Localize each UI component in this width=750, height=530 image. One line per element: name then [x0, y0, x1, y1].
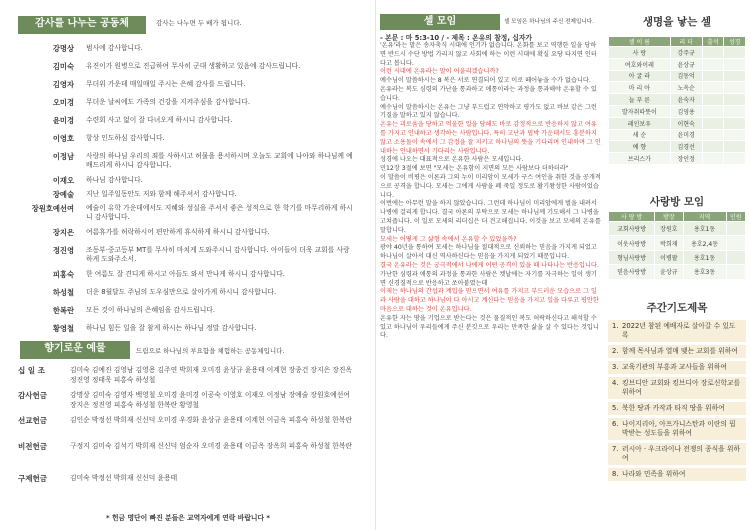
cell-paragraph: 온유는 괴로움을 당하고 억울한 일을 당해도 바로 감정적으로 반응하지 않고 여유를 가지고 인내하고 생각하는 사람입니다. 특히 고난과 핍박 가운데서도 흥분하지 않고 소용돌이 속에서 그 감정을 잘 지키고 하나님의 뜻을 기다리며 인내하며 그 인내하는 인내하면서 기다리는 사람입니다. — [380, 121, 601, 155]
cell-paragraph: 민12장 3절에 보면 "모세는 온유함이 지면의 모든 사람보다 더하더라" — [380, 165, 569, 173]
thanks-name: 이영호 — [52, 134, 74, 143]
table-header-cell: 성경 — [724, 37, 746, 47]
cell-paragraph: 이번에는 아무런 말을 하지 않았습니다. 그런데 하나님이 미리암에게 벌을 내려서 나병에 걸리게 합니다. 결국 아론의 부탁으로 모세는 하나님께 기도해서 그 나병을 고쳐줍니다. 이 일로 모세의 리더십은 더 견고해집니다. 이것을 보고 모세의 온유를 말합니다. — [380, 200, 601, 234]
table-cell: 윤상규 — [655, 265, 683, 279]
cell-paragraph: 결국 온유라는 것은 궁극적에서 나에게 어떤 공격이 있을 때 나타나는 반응입니다. — [380, 261, 599, 269]
offering-names: 구정지 김미숙 김석기 박희재 신신덕 엄순자 오미경 윤용태 이금옥 장옥희 피홍숙 하성철 한복란 — [70, 442, 352, 450]
thanks-text: 예술이 유학 가운데에서도 지혜와 성실을 주셔서 좋은 성적으로 한 학기를 마무리하게 하시니 감사합니다. — [86, 204, 353, 221]
prayer-text: 나이지리아, 아프가니스탄과 이란의 핍박받는 성도들을 위하여 — [622, 420, 736, 437]
life-cell-row — [609, 70, 746, 82]
thanks-name: 장원호예선여 — [31, 204, 74, 213]
table-cell — [702, 70, 724, 82]
life-cell-row — [609, 58, 746, 70]
thanks-name: 황영철 — [52, 324, 74, 333]
table-cell — [702, 117, 724, 129]
sarang-row — [609, 265, 746, 279]
table-cell: 교회사랑방 — [609, 222, 655, 236]
prayer-item — [608, 345, 746, 358]
prayer-number: 2. — [612, 347, 619, 355]
table-cell: 발자취따뜻이 — [609, 105, 671, 117]
cell-paragraph: 이제는 하나님의 간섭과 계입을 믿으면서 여유를 가지고 부드러운 모습으로 그 일과 사람을 대하고 하나님이 다 아시고 계신다는 믿음을 가지고 일을 다루고 평안한 마음으로 대하는 것이 온유입니다. — [380, 288, 599, 313]
table-cell: 김영용 — [670, 105, 702, 117]
table-header-cell: 사 랑 방 — [609, 212, 655, 222]
prayer-item — [608, 402, 746, 415]
table-cell — [702, 141, 724, 153]
thanks-text: 조동부·중고등부 MT를 무사히 마치게 도와주시니 감사합니다. 아이들이 더욱 교회를 사랑하게 도와주소서. — [86, 246, 350, 263]
prayer-text: 러시아 · 우크라이나 전쟁의 종식을 위하여 — [622, 445, 741, 462]
table-cell: 마 리 아 — [609, 82, 671, 94]
sarang-row — [609, 250, 746, 264]
cell-paragraph: 성경에 나오는 대표적으로 온유한 사람은 모세입니다. — [380, 156, 524, 164]
prayer-number: 6. — [612, 420, 619, 428]
thanks-name: 장예술 — [52, 190, 74, 199]
cell-paragraph: '온유'라는 말은 송자축식 시대에 인기가 없습니다. 온화를 보고 역행한 일을 당하면 반드시 수단 방법 가리지 않고 사회에 하는 이런 시대에 확실 요당 타지면 인터다고 봅니다. — [380, 42, 597, 67]
offering-label: 구제헌금 — [18, 474, 47, 483]
prayer-title: 주간기도제목 — [646, 302, 708, 314]
prayer-number: 1. — [612, 322, 619, 330]
table-cell: 예 향 — [609, 141, 671, 153]
table-cell: 브리스가 — [609, 153, 671, 165]
thanks-text: 한 여름도 잘 견디게 하시고 아들도 와서 만나게 하시니 감사합니다. — [86, 270, 285, 278]
thanks-subtitle: 감사는 나누면 두 배가 됩니다. — [156, 19, 242, 27]
cell-paragraph: 모세는 어떻게 그 삶형 속에서 온유할 수 있었을까? — [380, 235, 517, 243]
table-cell — [724, 129, 746, 141]
thanks-text: 더운 8월달도 주님의 도우심만으로 살아가게 하시니 감사합니다. — [86, 288, 277, 296]
table-cell: 이현숙 — [670, 117, 702, 129]
cell-paragraph: 온유한 자는 땅을 기업으로 받는다는 것은 물질적인 복도 허락하신다고 해석할 수 있고 하나님이 우리들에게 주신 분깃으로 우리는 만족한 삶을 살 수 있다는 것입니다. — [380, 314, 599, 340]
prayer-number: 3. — [612, 363, 619, 371]
life-cell-row — [609, 82, 746, 94]
table-cell: 박희재 — [655, 236, 683, 250]
thanks-name: 이재오 — [52, 176, 74, 185]
column-divider — [375, 0, 376, 530]
table-cell: 용호3동 — [683, 265, 726, 279]
table-cell — [724, 153, 746, 165]
table-cell — [702, 47, 724, 59]
thanks-text: 유진이가 원병으로 진급하여 무사히 군대 생활하고 있음에 감사드립니다. — [86, 62, 301, 70]
offering-subtitle: 드림으로 하나님의 부요함을 체험하는 공동체입니다. — [136, 347, 285, 355]
table-cell — [726, 250, 745, 264]
table-cell — [726, 236, 745, 250]
cell-paragraph: 예수님이 말씀하시는 8 복은 서로 연결되어 있고 이로 떼어놓을 수가 없습니다. — [380, 77, 591, 85]
cell-paragraph: 가난한 심령과 애통의 과정을 통과한 사람은 켓날에는 자기를 자극하는 일이 생기면 신경질적으로 반응하고 쏘아붙였는데 — [380, 270, 597, 287]
prayer-number: 4. — [612, 379, 619, 387]
life-cell-row — [609, 105, 746, 117]
table-cell: 윤숙자 — [670, 94, 702, 106]
cell-paragraph: 예수님이 말씀하시는 온유는 그냥 부드럽고 연약하고 평가도 없고 바보 같은 그런 기질을 말하고 있지 않습니다. — [380, 103, 597, 120]
offering-names: 김인순 박정선 박희재 신신덕 오미경 우경화 윤상규 윤용태 이계현 이금옥 피홍숙 하성철 한복란 — [70, 416, 352, 424]
sarang-row — [609, 222, 746, 236]
table-cell — [726, 222, 745, 236]
prayer-text: 2022년 참된 예배자로 살아갈 수 있도록 — [622, 322, 736, 339]
table-cell: 여호와이레 — [609, 58, 671, 70]
sarang-table — [608, 211, 746, 280]
table-cell: 윤미경 — [670, 129, 702, 141]
life-cell-row — [609, 141, 746, 153]
cell-body — [380, 42, 602, 341]
offering-names: 강명상 김미숙 김영자 백영철 오미경 윤미경 이공숙 이영호 이재오 이정남 장예술 장원호예선여 장지은 정진영 피홍숙 하성철 한복란 황영철 — [70, 391, 350, 409]
thanks-text: 무더위 가운데 매일매일 주시는 은혜 감사를 드립니다. — [86, 80, 246, 88]
table-cell: 늘 푸 른 — [609, 94, 671, 106]
table-cell: 장인정 — [670, 153, 702, 165]
table-cell: 믿음사랑방 — [609, 265, 655, 279]
prayer-item — [608, 468, 746, 481]
prayer-item — [608, 361, 746, 374]
table-cell: 새 순 — [609, 129, 671, 141]
prayer-number: 5. — [612, 404, 619, 412]
offering-note: * 헌금 명단이 빠진 분들은 교역자에게 연락 바랍니다 * — [106, 514, 270, 522]
cell-paragraph: 이런 시대에 온유라는 말이 어울리겠습니까? — [380, 68, 499, 76]
table-cell — [724, 58, 746, 70]
thanks-name: 한복란 — [52, 306, 74, 315]
prayer-item — [608, 320, 746, 342]
life-cell-table — [608, 36, 746, 165]
prayer-text: 나라와 민족을 위하여 — [622, 470, 686, 478]
prayer-number: 7. — [612, 445, 619, 453]
thanks-name: 정진영 — [52, 246, 74, 255]
table-cell — [724, 94, 746, 106]
sarang-title: 사랑방 모임 — [649, 196, 705, 208]
thanks-text: 지난 일주일동안도 저와 함께 해주셔서 감사합니다. — [86, 190, 237, 198]
table-cell: 사 랑 — [609, 47, 671, 59]
prayer-number: 8. — [612, 470, 619, 478]
table-cell: 윤상규 — [670, 58, 702, 70]
prayer-text: 북한 땅과 카작과 타직 땅을 위하여 — [622, 404, 725, 412]
thanks-text: 모든 것이 하나님의 은혜임을 감사드립니다. — [86, 306, 215, 314]
thanks-name: 강명상 — [52, 44, 74, 53]
offering-label: 선교헌금 — [18, 416, 47, 425]
cell-passage: - 본문 : 마 5:3-10 / - 제목 : 온유의 참정, 십자가 — [380, 34, 532, 42]
thanks-name: 김미숙 — [52, 62, 74, 71]
life-cell-row — [609, 47, 746, 59]
life-cell-row — [609, 117, 746, 129]
life-cell-row — [609, 129, 746, 141]
cell-paragraph: 광야 40년을 통하여 모세는 하나님을 절대적으로 신뢰하는 믿음을 가지게 되었고 하나님이 살아서 대신 역사하신다는 믿음을 가지게 되었기 때문입니다. — [380, 244, 597, 261]
thanks-name: 피홍숙 — [52, 270, 74, 279]
prayer-list — [608, 320, 746, 484]
sarang-row — [609, 236, 746, 250]
thanks-name: 하성철 — [52, 288, 74, 297]
table-header-cell: 지역 — [683, 212, 726, 222]
prayer-item — [608, 443, 746, 465]
table-cell — [724, 141, 746, 153]
table-header-cell: 인원 — [726, 212, 745, 222]
thanks-name: 김영자 — [52, 80, 74, 89]
table-header-cell: 리 더 — [670, 37, 702, 47]
prayer-text: 킹브디안 교회와 킹브디아 장로신학교를 위하여 — [622, 379, 741, 396]
life-cell-title: 생명을 낳는 셀 — [642, 16, 712, 28]
cell-title-note: 셀 모임은 하나님의 주신 전제입니다. — [504, 19, 594, 25]
thanks-section — [8, 6, 363, 526]
table-cell: 강주규 — [670, 47, 702, 59]
table-cell: 김경선 — [670, 141, 702, 153]
thanks-name: 윤미경 — [52, 116, 74, 125]
thanks-text: 여름휴가를 허락하시어 편안하게 휴식하게 하시니 감사합니다. — [86, 228, 270, 236]
thanks-text: 무더운 날씨에도 가족의 건강을 지켜주심을 감사합니다. — [86, 98, 250, 106]
table-header-cell: 출석 — [702, 37, 724, 47]
table-cell — [726, 265, 745, 279]
thanks-text: 하나님 힘든 일을 잘 참게 하시는 하나님 정말 감사합니다. — [86, 324, 257, 332]
prayer-item — [608, 418, 746, 440]
table-cell — [702, 94, 724, 106]
table-cell — [702, 82, 724, 94]
prayer-item — [608, 377, 746, 399]
table-cell: 용호1동 — [683, 222, 726, 236]
table-cell: 이병팔 — [655, 250, 683, 264]
thanks-text: 범사에 감사합니다. — [86, 44, 143, 52]
cell-paragraph: 이 말씀이 비평은 이론과 그의 누이 미리암이 모세가 구스 여인을 취한 것을 공개적으로 공격을 합니다. 모세는 그에게 사람을 폐 죽일 정도로 활기왕성한 사람이었습니다. — [380, 173, 601, 199]
table-cell: 형님사랑방 — [609, 250, 655, 264]
table-cell: 이웃사랑방 — [609, 236, 655, 250]
table-cell — [702, 105, 724, 117]
table-cell — [724, 47, 746, 59]
thanks-title: 감사를 나누는 공동체 — [18, 16, 146, 34]
cell-paragraph: 온유라는 복도 심령의 가난을 통과하고 애통이라는 과정을 통과해야 온유할 수 있습니다. — [380, 85, 597, 102]
thanks-name: 이정남 — [52, 152, 74, 161]
offering-names: 김미숙 김예진 김영남 김영용 김주연 박희재 오미경 윤상규 윤용태 이계현 장종건 장지은 장진옥 정진영 정태욱 피홍숙 하성철 — [70, 366, 352, 384]
thanks-name: 오미경 — [52, 98, 74, 107]
thanks-text: 사랑의 하나님 우리의 죄를 사하시고 허물을 용서하시며 오늘도 교회에 나아와 하나님께 예배드리게 하시니 감사합니다. — [86, 152, 353, 169]
table-cell: 레인보우 — [609, 117, 671, 129]
prayer-text: 함께 목사님과 열매 맺는 교회를 위하여 — [622, 347, 738, 355]
life-cell-row — [609, 153, 746, 165]
table-cell — [702, 129, 724, 141]
offering-label: 감사헌금 — [18, 391, 47, 400]
table-cell: 아 굴 라 — [609, 70, 671, 82]
table-cell: 용호1동 — [683, 250, 726, 264]
table-header-cell: 셀 이 름 — [609, 37, 671, 47]
table-cell: 용호2,4동 — [683, 236, 726, 250]
table-cell — [702, 58, 724, 70]
table-cell — [724, 70, 746, 82]
table-cell — [724, 117, 746, 129]
table-cell: 노옥순 — [670, 82, 702, 94]
thanks-text: 항상 인도하심 감사합니다. — [86, 134, 165, 142]
table-cell — [702, 153, 724, 165]
offering-label: 비전헌금 — [18, 442, 47, 451]
table-cell: 장원호 — [655, 222, 683, 236]
prayer-text: 교육기관의 부흥과 교사들을 위하여 — [622, 363, 727, 371]
table-cell — [724, 82, 746, 94]
thanks-name: 장지은 — [52, 228, 74, 237]
table-header-cell: 방장 — [655, 212, 683, 222]
life-cell-row — [609, 94, 746, 106]
table-cell — [724, 105, 746, 117]
table-cell: 김동억 — [670, 70, 702, 82]
cell-title: 셀 모임 — [380, 14, 500, 30]
thanks-text: 하나님 감사합니다. — [86, 176, 143, 184]
offering-names: 김미숙 박정선 박희재 신신덕 윤용태 — [70, 474, 178, 482]
thanks-text: 수련회 사고 없이 잘 다녀오게 하시니 감사합니다. — [86, 116, 233, 124]
offering-label: 십 일 조 — [18, 366, 45, 375]
offering-title: 향기로운 예물 — [20, 341, 130, 359]
